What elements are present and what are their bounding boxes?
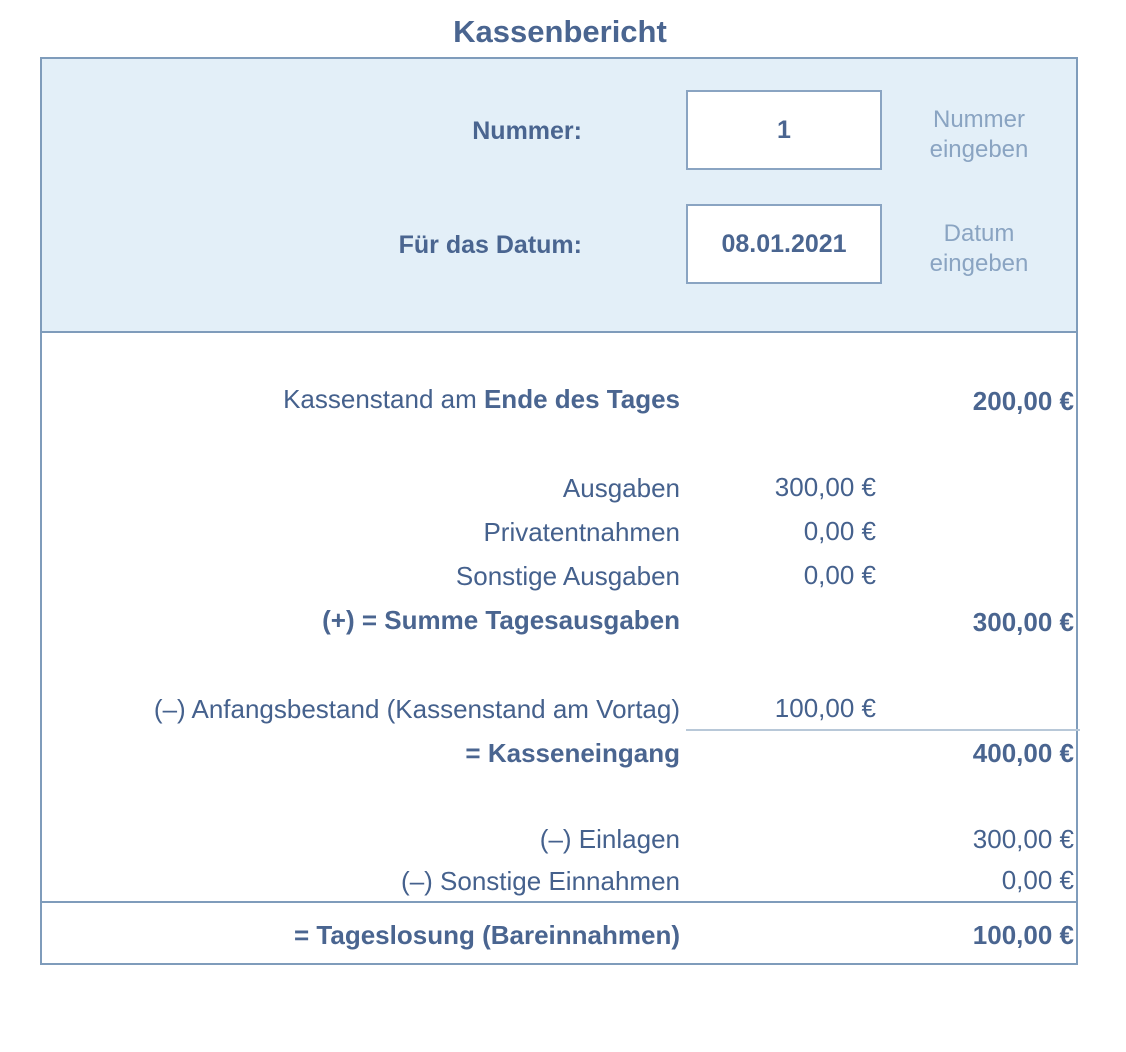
end-of-day-label-prefix: Kassenstand am bbox=[283, 384, 484, 414]
total-divider bbox=[42, 901, 1076, 903]
end-of-day-label-bold: Ende des Tages bbox=[483, 384, 680, 414]
number-hint: Nummer eingeben bbox=[929, 106, 1029, 163]
number-label: Nummer: bbox=[472, 117, 582, 145]
deposits-value: 300,00 € bbox=[972, 824, 1074, 854]
sum-daily-expenses-label: (+) = Summe Tagesausgaben bbox=[322, 605, 680, 635]
cash-receipts-value: 400,00 € bbox=[972, 738, 1074, 768]
report-header-panel bbox=[42, 59, 1076, 333]
end-of-day-label bbox=[42, 384, 680, 415]
page-title: Kassenbericht bbox=[453, 14, 667, 49]
deposits-label: (–) Einlagen bbox=[539, 824, 680, 854]
opening-balance-label: (–) Anfangsbestand (Kassenstand am Vortag) bbox=[153, 694, 680, 724]
cash-receipts-label: = Kasseneingang bbox=[465, 738, 680, 768]
subtotal-divider bbox=[686, 729, 1080, 731]
private-withdrawals-value: 0,00 € bbox=[803, 516, 876, 546]
expenses-value: 300,00 € bbox=[774, 472, 876, 502]
opening-balance-value: 100,00 € bbox=[774, 693, 876, 723]
sum-daily-expenses-value: 300,00 € bbox=[972, 607, 1074, 637]
cash-report-frame bbox=[40, 57, 1078, 965]
date-label: Für das Datum: bbox=[398, 231, 582, 259]
daily-takings-value: 100,00 € bbox=[972, 920, 1074, 950]
date-hint: Datum eingeben bbox=[929, 220, 1029, 277]
number-input[interactable]: 1 bbox=[686, 90, 882, 170]
date-input[interactable]: 08.01.2021 bbox=[686, 204, 882, 284]
daily-takings-label: = Tageslosung (Bareinnahmen) bbox=[294, 920, 680, 950]
other-expenses-label: Sonstige Ausgaben bbox=[455, 561, 680, 591]
other-expenses-value: 0,00 € bbox=[803, 560, 876, 590]
end-of-day-value: 200,00 € bbox=[972, 386, 1074, 416]
other-income-value: 0,00 € bbox=[1001, 865, 1074, 895]
other-income-label: (–) Sonstige Einnahmen bbox=[401, 866, 680, 896]
private-withdrawals-label: Privatentnahmen bbox=[483, 517, 680, 547]
expenses-label: Ausgaben bbox=[562, 473, 680, 503]
